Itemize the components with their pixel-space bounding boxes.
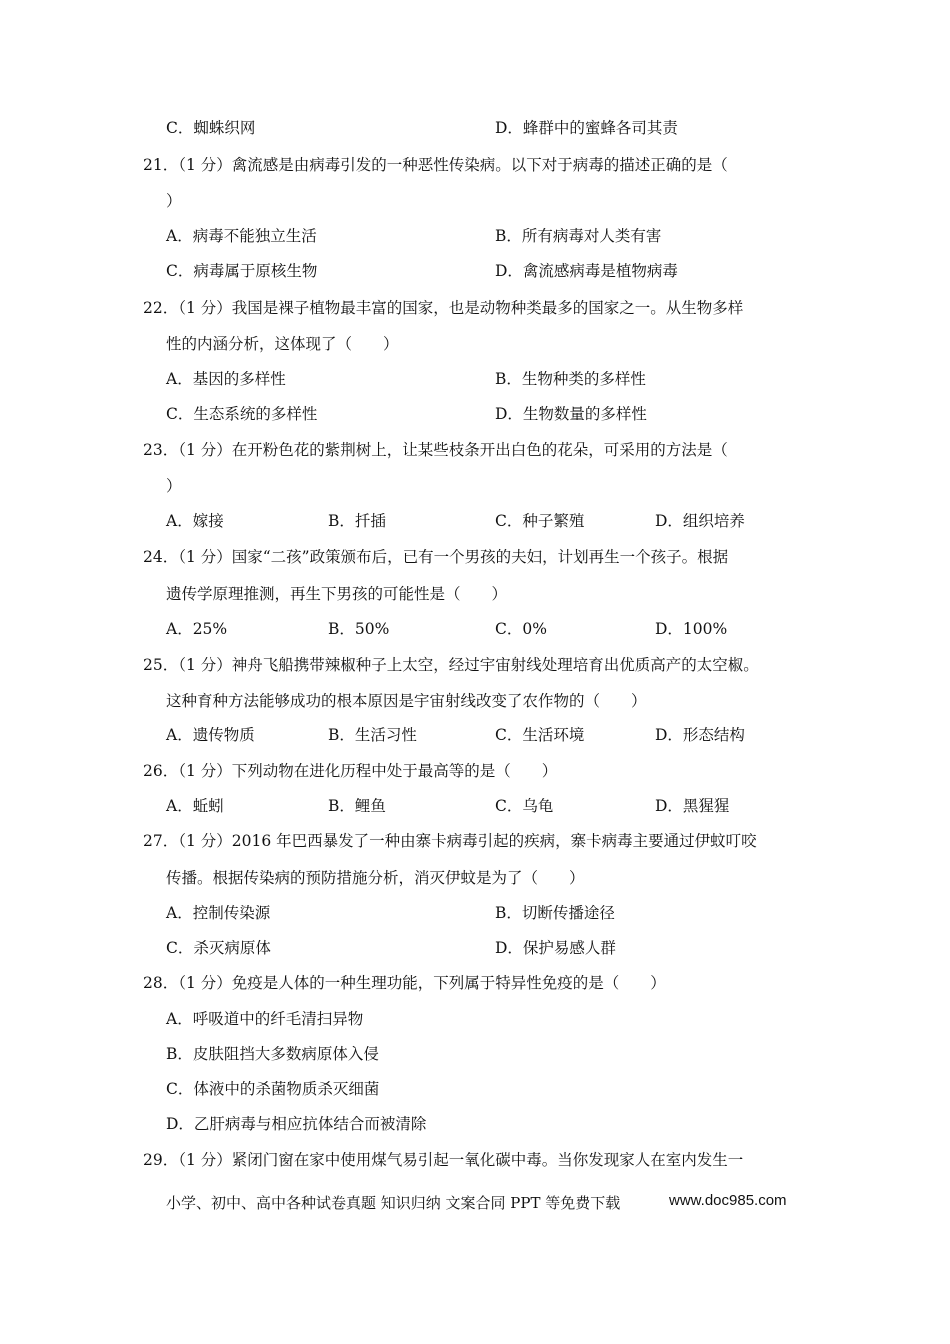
answer-option: D．组织培养 (655, 512, 745, 530)
answer-option: A．控制传染源 (166, 904, 271, 922)
answer-option: D．形态结构 (655, 726, 745, 744)
question-stem: 29．（1 分）紧闭门窗在家中使用煤气易引起一氧化碳中毒。当你发现家人在室内发生一 (143, 1151, 744, 1169)
answer-option: C．蜘蛛织网 (166, 119, 256, 137)
answer-option: D．乙肝病毒与相应抗体结合而被清除 (166, 1115, 427, 1133)
answer-option: B．扦插 (328, 512, 386, 530)
answer-option: B．切断传播途径 (495, 904, 615, 922)
answer-option: C．体液中的杀菌物质杀灭细菌 (166, 1080, 380, 1098)
question-stem: 22．（1 分）我国是裸子植物最丰富的国家，也是动物种类最多的国家之一。从生物多样 (143, 299, 744, 317)
question-stem: 23．（1 分）在开粉色花的紫荆树上，让某些枝条开出白色的花朵，可采用的方法是（ (143, 441, 728, 459)
answer-option: D．保护易感人群 (495, 939, 616, 957)
answer-option: C．乌龟 (495, 797, 554, 815)
question-stem: 24．（1 分）国家“二孩”政策颁布后，已有一个男孩的夫妇，计划再生一个孩子。根据 (143, 548, 729, 566)
footer-text: 小学、初中、高中各种试卷真题 知识归纳 文案合同 PPT 等免费下载 (166, 1194, 621, 1212)
answer-option: A．蚯蚓 (166, 797, 224, 815)
question-stem-continuation: 这种育种方法能够成功的根本原因是宇宙射线改变了农作物的（ ） (166, 692, 647, 710)
answer-option: A．基因的多样性 (166, 370, 286, 388)
answer-option: B．皮肤阻挡大多数病原体入侵 (166, 1045, 379, 1063)
question-stem: 26．（1 分）下列动物在进化历程中处于最高等的是（ ） (143, 762, 558, 780)
answer-option: B．生物种类的多样性 (495, 370, 646, 388)
answer-option: D．生物数量的多样性 (495, 405, 647, 423)
answer-option: B．所有病毒对人类有害 (495, 227, 662, 245)
answer-option: C．生态系统的多样性 (166, 405, 318, 423)
question-stem-continuation: 传播。根据传染病的预防措施分析，消灭伊蚊是为了（ ） (166, 869, 585, 887)
question-stem-continuation: ） (166, 477, 182, 495)
answer-option: B．鲤鱼 (328, 797, 386, 815)
question-stem: 21．（1 分）禽流感是由病毒引发的一种恶性传染病。以下对于病毒的描述正确的是（ (143, 156, 728, 174)
answer-option: C．杀灭病原体 (166, 939, 271, 957)
question-stem-continuation: 性的内涵分析，这体现了（ ） (166, 335, 399, 353)
question-stem-continuation: ） (166, 192, 182, 210)
answer-option: D．蜂群中的蜜蜂各司其责 (495, 119, 678, 137)
question-stem: 25．（1 分）神舟飞船携带辣椒种子上太空，经过宇宙射线处理培育出优质高产的太空椒。 (143, 656, 759, 674)
page-footer (166, 1192, 787, 1213)
answer-option: B．50% (328, 620, 390, 638)
answer-option: A．病毒不能独立生活 (166, 227, 317, 245)
answer-option: A．嫁接 (166, 512, 224, 530)
answer-option: B．生活习性 (328, 726, 417, 744)
answer-option: C．生活环境 (495, 726, 585, 744)
answer-option: A．25% (166, 620, 228, 638)
answer-option: A．呼吸道中的纤毛清扫异物 (166, 1010, 364, 1028)
footer-url[interactable]: www.doc985.com (669, 1192, 787, 1209)
answer-option: A．遗传物质 (166, 726, 255, 744)
question-stem: 28．（1 分）免疫是人体的一种生理功能，下列属于特异性免疫的是（ ） (143, 974, 666, 992)
answer-option: D．黑猩猩 (655, 797, 730, 815)
answer-option: D．禽流感病毒是植物病毒 (495, 262, 678, 280)
answer-option: C．病毒属于原核生物 (166, 262, 318, 280)
answer-option: C．0% (495, 620, 547, 638)
answer-option: C．种子繁殖 (495, 512, 585, 530)
question-stem: 27．（1 分）2016 年巴西暴发了一种由寨卡病毒引起的疾病，寨卡病毒主要通过伊蚊叮咬 (143, 832, 757, 850)
question-stem-continuation: 遗传学原理推测，再生下男孩的可能性是（ ） (166, 585, 508, 603)
answer-option: D．100% (655, 620, 728, 638)
